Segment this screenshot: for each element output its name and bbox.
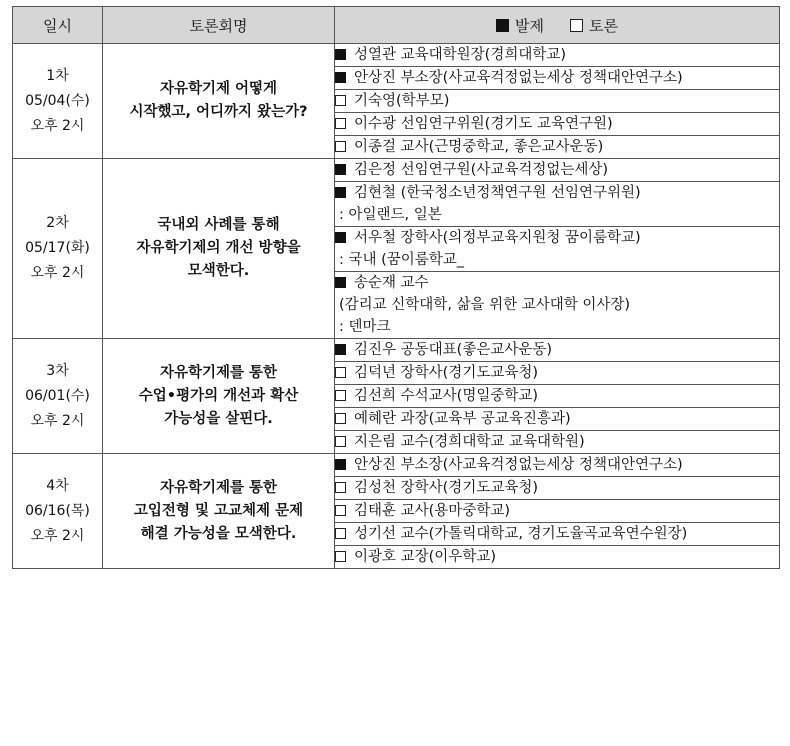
session-title-line: 모색한다. [187,263,250,279]
participant-text: 김덕년 장학사(경기도교육청) [354,365,539,381]
participant-line [335,500,779,522]
participant-line [335,136,779,158]
filled-square-icon [335,232,346,243]
participant-text: 김성천 장학사(경기도교육청) [354,480,539,496]
session-datetime [13,454,103,569]
participant-text: 이수광 선임연구위원(경기도 교육연구원) [354,116,613,132]
participant-cell [335,272,780,339]
session-date: 06/16(목) [25,502,90,519]
participant-text: 성기선 교수(가톨릭대학교, 경기도율곡교육연수원장) [354,526,688,542]
filled-square-icon [335,459,346,470]
participant-subline [335,249,779,271]
filled-square-icon [335,344,346,355]
session-round: 4차 [46,477,69,494]
empty-square-icon [335,482,346,493]
empty-square-icon [335,413,346,424]
session-title [103,454,335,569]
session-round: 1차 [46,67,69,84]
participant-cell [335,408,780,431]
empty-square-icon [335,141,346,152]
participant-cell [335,159,780,182]
session-title [103,44,335,159]
participant-cell [335,546,780,569]
participant-cell [335,523,780,546]
participant-line [335,159,779,181]
session-date: 06/01(수) [25,387,90,404]
session-time: 오후 2시 [30,117,85,134]
session-title [103,159,335,339]
filled-square-icon [496,19,509,32]
participant-text: 김은정 선임연구원(사교육걱정없는세상) [354,162,609,178]
participant-text: 김태훈 교사(용마중학교) [354,503,510,519]
participant-line [335,546,779,568]
participant-cell [335,67,780,90]
participant-text: 김선희 수석교사(명일중학교) [354,388,539,404]
filled-square-icon [335,187,346,198]
participant-line [335,182,779,204]
participant-text: 안상진 부소장(사교육걱정없는세상 정책대안연구소) [354,70,683,86]
session-time: 오후 2시 [30,265,85,281]
session-datetime [13,339,103,454]
participant-line [335,339,779,361]
schedule-table [12,6,780,569]
session-title-line: 해결 가능성을 모색한다. [140,525,297,542]
empty-square-icon [335,505,346,516]
participant-text: (감리교 신학대학, 삶을 위한 교사대학 이사장) [339,297,631,313]
participant-text: 이광호 교장(이우학교) [354,549,496,565]
participant-line [335,67,779,89]
participant-text: 성열관 교육대학원장(경희대학교) [354,47,567,63]
session-title-line: 고입전형 및 고교체제 문제 [133,502,304,519]
header-title: 토론회명 [103,7,335,44]
participant-text: : 아일랜드, 일본 [339,207,442,223]
filled-square-icon [335,72,346,83]
session-title-line: 자유학기제의 개선 방향을 [136,240,301,256]
filled-square-icon [335,49,346,60]
session-time: 오후 2시 [30,412,85,429]
participant-text: 송순재 교수 [354,275,429,291]
participant-line [335,408,779,430]
participant-cell [335,182,780,227]
participant-cell [335,477,780,500]
participant-line [335,272,779,294]
participant-cell [335,500,780,523]
participant-cell [335,454,780,477]
participant-line [335,431,779,453]
participant-cell [335,227,780,272]
session-title-line: 자유학기제를 통한 [159,479,278,496]
table-row [13,454,780,477]
session-date: 05/04(수) [25,92,90,109]
participant-cell [335,113,780,136]
session-title-line: 가능성을 살핀다. [164,410,273,427]
participant-text: 김현철 (한국청소년정책연구원 선임연구위원) [354,185,641,201]
participant-line [335,227,779,249]
participant-subline [335,204,779,226]
participant-text: 이종걸 교사(근명중학교, 좋은교사운동) [354,139,604,155]
participant-line [335,90,779,112]
participant-cell [335,339,780,362]
empty-square-icon [335,95,346,106]
session-title [103,339,335,454]
participant-text: 지은림 교수(경희대학교 교육대학원) [354,434,585,450]
session-datetime [13,159,103,339]
participant-text: : 덴마크 [339,319,391,335]
session-title-line: 자유학기제 어떻게 [159,81,278,97]
participant-cell [335,136,780,159]
participant-line [335,477,779,499]
session-time: 오후 2시 [30,527,85,544]
table-row [13,339,780,362]
participant-text: 기숙영(학부모) [354,93,450,109]
session-title-line: 시작했고, 어디까지 왔는가? [129,104,308,120]
participant-subline [335,316,779,338]
empty-square-icon [570,19,583,32]
participant-line [335,113,779,135]
session-date: 05/17(화) [25,240,90,256]
header-date: 일시 [13,7,103,44]
table-row [13,44,780,67]
participant-line [335,454,779,476]
header-row [13,7,780,44]
participant-cell [335,362,780,385]
participant-line [335,44,779,66]
participant-cell [335,90,780,113]
participant-line [335,362,779,384]
participant-cell [335,44,780,67]
empty-square-icon [335,436,346,447]
participant-text: 서우철 장학사(의정부교육지원청 꿈이룸학교) [354,230,641,246]
filled-square-icon [335,277,346,288]
participant-cell [335,431,780,454]
session-title-line: 수업•평가의 개선과 확산 [138,387,299,404]
legend-discuss: 토론 [589,16,618,35]
header-legend [335,7,780,44]
empty-square-icon [335,528,346,539]
empty-square-icon [335,390,346,401]
participant-line [335,385,779,407]
participant-cell [335,385,780,408]
filled-square-icon [335,164,346,175]
session-datetime [13,44,103,159]
empty-square-icon [335,118,346,129]
table-row [13,159,780,182]
empty-square-icon [335,551,346,562]
participant-text: : 국내 (꿈이룸학교_ [339,252,465,268]
empty-square-icon [335,367,346,378]
session-title-line: 자유학기제를 통한 [159,364,278,381]
participant-subline [335,294,779,316]
participant-text: 김진우 공동대표(좋은교사운동) [354,342,553,358]
participant-text: 예혜란 과장(교육부 공교육진흥과) [354,411,571,427]
legend-present: 발제 [515,16,544,35]
session-title-line: 국내외 사례를 통해 [157,217,280,233]
participant-line [335,523,779,545]
session-round: 3차 [46,362,69,379]
session-round: 2차 [46,215,69,231]
participant-text: 안상진 부소장(사교육걱정없는세상 정책대안연구소) [354,457,683,473]
